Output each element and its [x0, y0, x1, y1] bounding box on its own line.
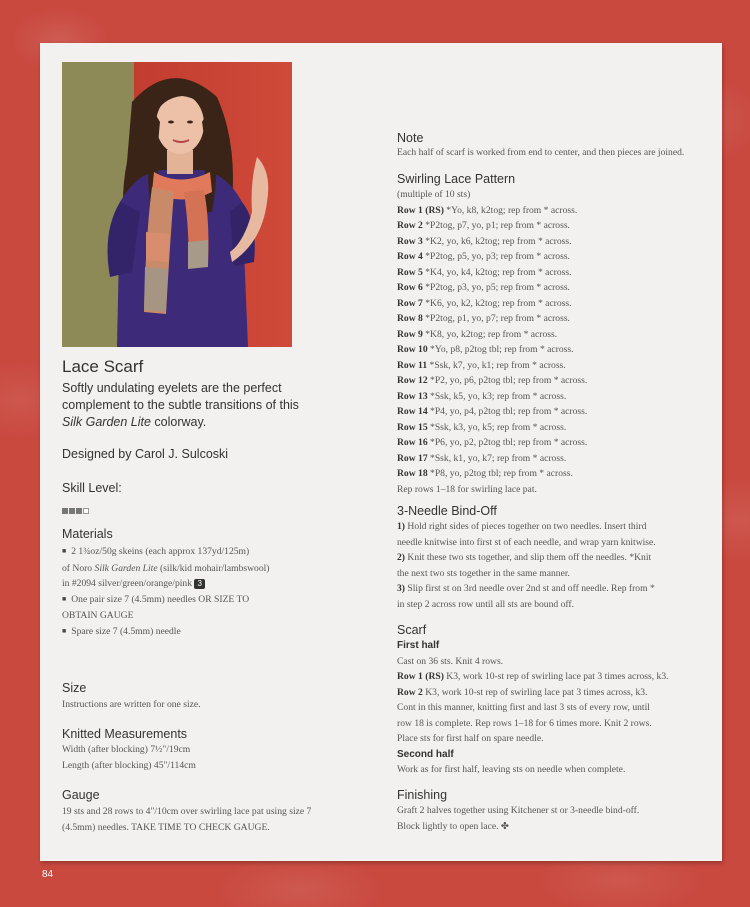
pattern-row — [397, 373, 707, 389]
pattern-row — [397, 404, 707, 420]
skill-box-filled — [62, 508, 68, 514]
scarf-section: Scarf First half Cast on 36 sts. Knit 4 rows. Row 1 (RS) K3, work 10-st rep of swirling lace pat 3 times across, k3. Row 2 K3, work 10-st rep of swirling lace pat 3 times across, k3. Cont in this manner, knitting first and last 3 sts of every row, until row 18 is complete. Rep rows 1–18 for 6 times more. Knit 2 rows. Place sts for first half on spare needle. Second half Work as for first half, leaving sts on needle when complete. — [397, 623, 669, 775]
pattern-row — [397, 420, 707, 436]
row-label: Row 7 — [397, 297, 423, 309]
row-label: Row 17 — [397, 452, 428, 464]
row-instruction: *P2tog, p1, yo, p7; rep from * across. — [422, 313, 570, 324]
pattern-title: Lace Scarf — [62, 357, 144, 376]
pattern-row — [397, 466, 707, 482]
pattern-row — [397, 311, 707, 327]
row-instruction: *Ssk, k7, yo, k1; rep from * across. — [427, 359, 566, 371]
skill-level-indicator — [62, 501, 342, 519]
page-sheet — [40, 43, 722, 861]
page-number: 84 — [42, 869, 54, 880]
row-label: Row 5 — [397, 266, 423, 278]
row-instruction: *K2, yo, k6, k2tog; rep from * across. — [422, 235, 572, 247]
pattern-row — [397, 358, 707, 374]
row-label: Row 9 — [397, 328, 423, 340]
row-label: Row 14 — [397, 406, 428, 417]
pattern-row — [397, 389, 707, 405]
model-photo — [62, 62, 292, 347]
pattern-row — [397, 234, 707, 250]
pattern-row — [397, 249, 707, 265]
note-section: Note Each half of scarf is worked from end to center, and then pieces are joined. — [397, 131, 685, 158]
row-instruction: *P6, yo, p2, p2tog tbl; rep from * across. — [427, 437, 588, 448]
row-label: Row 8 — [397, 313, 423, 324]
row-label: Row 12 — [397, 375, 428, 386]
row-instruction: *P2tog, p5, yo, p3; rep from * across. — [422, 251, 570, 262]
swirling-lace-section: Swirling Lace Pattern (multiple of 10 sts) Row 1 (RS) *Yo, k8, k2tog; rep from * across. Row 2 *P2tog, p7, yo, p1; rep from * across. Row 3 *K2, yo, k6, k2tog; rep from * across. Row 4 *P2tog, p5, yo, p3; rep from * across. Row 5 *K4, yo, k4, k2tog; rep from * across. Row 6 *P2tog, p3, yo, p5; rep from * across. Row 7 *K6, yo, k2, k2tog; rep from * across. Row 8 *P2tog, p1, yo, p7; rep from * across. Row 9 *K8, yo, k2tog; rep from * across. Row 10 *Yo, p8, p2tog tbl; rep from * across. Row 11 *Ssk, k7, yo, k1; rep from * across. Row 12 *P2, yo, p6, p2tog tbl; rep from * across. Row 13 *Ssk, k5, yo, k3; rep from * across. Row 14 *P4, yo, p4, p2tog tbl; rep from * across. Row 15 *Ssk, k3, yo, k5; rep from * across. Row 16 *P6, yo, p2, p2tog tbl; rep from * across. Row 17 *Ssk, k1, yo, k7; rep from * across. Row 18 *P8, yo, p2tog tbl; rep from * across. Rep rows 1–18 for swirling lace pat. — [397, 172, 707, 497]
materials-section: Materials ■ 2 1¾oz/50g skeins (each approx 137yd/125m) of Noro Silk Garden Lite (silk/kid mohair/lambswool) in #2094 silver/green/orange/pink 3 ■ One pair size 7 (4.5mm) needles OR SIZE TO OBTAIN GAUGE ■ Spare size 7 (4.5mm) needle — [62, 527, 342, 640]
pattern-row — [397, 296, 707, 312]
row-label: Row 16 — [397, 437, 428, 448]
row-instruction: *P8, yo, p2tog tbl; rep from * across. — [427, 468, 573, 479]
row-instruction: *P2tog, p3, yo, p5; rep from * across. — [422, 282, 570, 293]
skill-box-empty — [83, 508, 89, 514]
model-illustration — [62, 62, 292, 347]
row-instruction: *Yo, p8, p2tog tbl; rep from * across. — [427, 344, 574, 355]
row-label: Row 3 — [397, 235, 423, 247]
pattern-row — [397, 327, 707, 343]
pattern-row — [397, 342, 707, 358]
yarn-weight-badge: 3 — [194, 579, 204, 589]
bind-off-section: 3-Needle Bind-Off 1) Hold right sides of pieces together on two needles. Insert third needle knitwise into first st of each needle, and wrap yarn knitwise. 2) Knit these two sts together, and slip them off the needles. *Knit the next two sts together in the same manner. 3) Slip first st on 3rd needle over 2nd st and off needle. Rep from * in step 2 across row until all sts are bound off. — [397, 504, 656, 610]
designer-credit: Designed by Carol J. Sulcoski — [62, 447, 229, 461]
row-instruction: *Yo, k8, k2tog; rep from * across. — [443, 204, 578, 216]
skill-heading: Skill Level: — [62, 481, 122, 495]
pattern-rows — [397, 203, 707, 482]
pattern-row — [397, 203, 707, 219]
size-section: Size Instructions are written for one size. — [62, 681, 201, 710]
lead-paragraph: Softly undulating eyelets are the perfect complement to the subtle transitions of this Silk Garden Lite colorway. — [62, 381, 299, 429]
row-label: Row 1 (RS) — [397, 204, 444, 216]
row-label: Row 2 — [397, 220, 423, 231]
row-instruction: *P2, yo, p6, p2tog tbl; rep from * across. — [427, 375, 588, 386]
pattern-row — [397, 435, 707, 451]
row-label: Row 6 — [397, 282, 423, 293]
row-label: Row 15 — [397, 421, 428, 433]
row-instruction: *P2tog, p7, yo, p1; rep from * across. — [422, 220, 570, 231]
row-instruction: *K8, yo, k2tog; rep from * across. — [422, 328, 558, 340]
row-instruction: *P4, yo, p4, p2tog tbl; rep from * across. — [427, 406, 588, 417]
pattern-row — [397, 218, 707, 234]
measurements-section: Knitted Measurements Width (after blocking) 7½"/19cm Length (after blocking) 45"/114cm — [62, 727, 196, 771]
pattern-row — [397, 265, 707, 281]
row-instruction: *K4, yo, k4, k2tog; rep from * across. — [422, 266, 572, 278]
skill-box-filled — [76, 508, 82, 514]
row-label: Row 10 — [397, 344, 428, 355]
row-label: Row 4 — [397, 251, 423, 262]
row-label: Row 11 — [397, 359, 428, 371]
finishing-section: Finishing Graft 2 halves together using Kitchener st or 3-needle bind-off. Block lightly to open lace. ✤ — [397, 788, 640, 832]
pattern-row — [397, 280, 707, 296]
row-instruction: *Ssk, k1, yo, k7; rep from * across. — [427, 452, 567, 464]
skill-box-filled — [69, 508, 75, 514]
row-instruction: *Ssk, k3, yo, k5; rep from * across. — [427, 421, 567, 433]
row-label: Row 13 — [397, 390, 428, 402]
gauge-section: Gauge 19 sts and 28 rows to 4"/10cm over swirling lace pat using size 7 (4.5mm) needles. TAKE TIME TO CHECK GAUGE. — [62, 788, 312, 833]
row-instruction: *Ssk, k5, yo, k3; rep from * across. — [427, 390, 567, 402]
row-instruction: *K6, yo, k2, k2tog; rep from * across. — [422, 297, 572, 309]
pattern-row — [397, 451, 707, 467]
row-label: Row 18 — [397, 468, 428, 479]
